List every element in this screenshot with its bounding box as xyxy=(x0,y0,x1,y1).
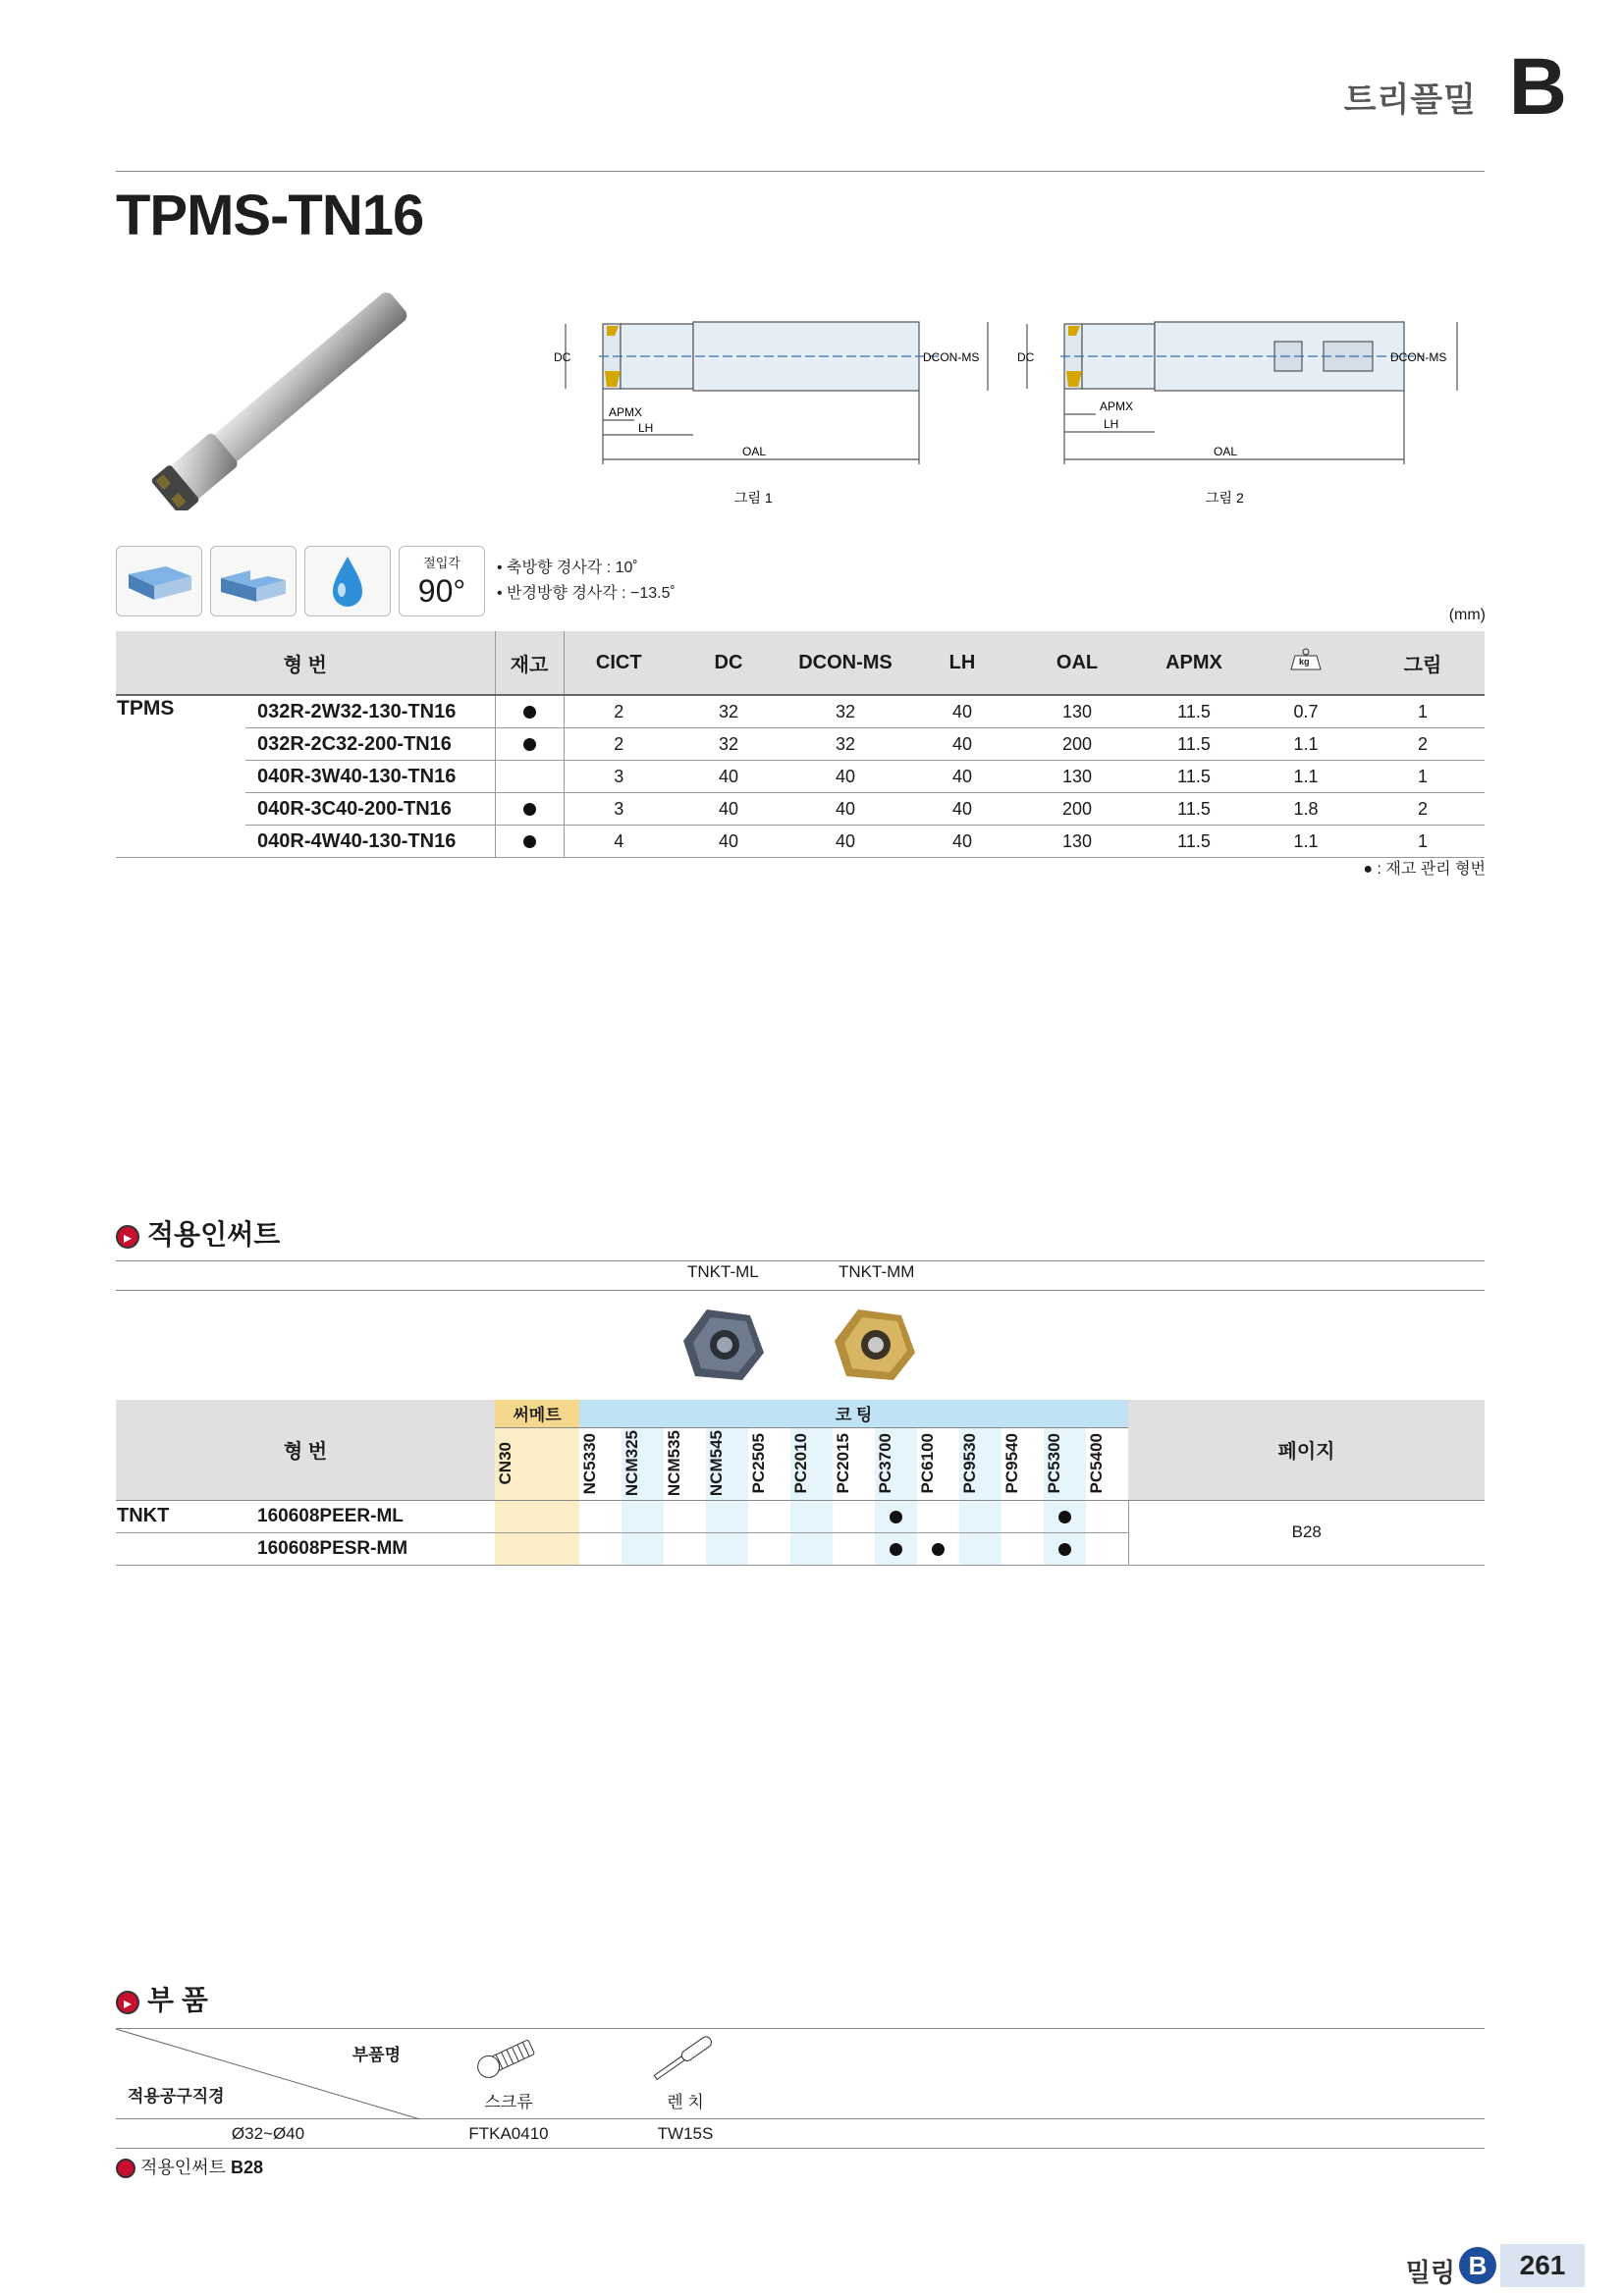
series-cell xyxy=(116,761,245,793)
insert-mm-image xyxy=(825,1302,923,1390)
arrow-bullet-icon: ▸ xyxy=(116,1991,139,2014)
insert-divider-mid xyxy=(116,1290,1485,1291)
table-row xyxy=(116,826,1485,858)
dc-cell: 40 xyxy=(674,793,784,826)
apmx-cell: 11.5 xyxy=(1137,761,1251,793)
table-row xyxy=(116,695,1485,728)
header-apmx: APMX xyxy=(1137,631,1251,695)
grade-cell xyxy=(833,1532,875,1565)
stock-cell xyxy=(495,728,564,761)
grade-header: PC6100 xyxy=(917,1427,959,1500)
insert-header-cermet: 써메트 xyxy=(495,1400,579,1427)
lh-cell: 40 xyxy=(907,761,1017,793)
grade-cell xyxy=(833,1500,875,1532)
screw-name: 스크류 xyxy=(484,2093,533,2111)
availability-dot-icon xyxy=(890,1543,902,1556)
grade-header: NCM535 xyxy=(664,1427,706,1500)
label-oal-2: OAL xyxy=(1214,445,1238,458)
product-table xyxy=(116,631,1485,858)
screw-cell xyxy=(420,2029,597,2119)
kg-cell: 0.7 xyxy=(1251,695,1361,728)
dcon-cell: 32 xyxy=(784,695,907,728)
stock-dot-icon xyxy=(523,803,536,816)
footer-chapter-badge: B xyxy=(1459,2247,1496,2284)
dc-cell: 32 xyxy=(674,728,784,761)
grade-header: PC9530 xyxy=(959,1427,1001,1500)
grade-cell xyxy=(748,1500,790,1532)
stock-legend: ● : 재고 관리 형번 xyxy=(1363,861,1486,878)
lead-angle-label: 절입각 xyxy=(423,556,460,570)
label-oal: OAL xyxy=(742,445,767,458)
grade-header: PC9540 xyxy=(1001,1427,1044,1500)
grade-cell xyxy=(1086,1532,1128,1565)
grade-cell xyxy=(1044,1500,1086,1532)
arrow-bullet-icon: ▸ xyxy=(116,1225,139,1249)
grade-cell xyxy=(875,1532,917,1565)
cict-cell: 3 xyxy=(564,793,674,826)
grade-cell xyxy=(1086,1500,1128,1532)
insert-ml-image xyxy=(674,1302,772,1390)
grade-cell xyxy=(875,1500,917,1532)
model-cell: 032R-2W32-130-TN16 xyxy=(245,695,495,728)
insert-table xyxy=(116,1400,1485,1566)
lh-cell: 40 xyxy=(907,793,1017,826)
stock-cell xyxy=(495,826,564,858)
insert-series-cell: TNKT xyxy=(116,1500,245,1532)
header-weight xyxy=(1251,631,1361,695)
lh-cell: 40 xyxy=(907,826,1017,858)
grade-cell xyxy=(1044,1532,1086,1565)
header-oal: OAL xyxy=(1017,631,1137,695)
grade-cell xyxy=(959,1532,1001,1565)
availability-dot-icon xyxy=(932,1543,945,1556)
dcon-cell: 40 xyxy=(784,826,907,858)
model-cell: 040R-4W40-130-TN16 xyxy=(245,826,495,858)
cict-cell: 4 xyxy=(564,826,674,858)
insert-section-title: ▸ 적용인써트 xyxy=(116,1213,280,1253)
kg-cell: 1.8 xyxy=(1251,793,1361,826)
availability-dot-icon xyxy=(890,1511,902,1523)
steel-block-icon xyxy=(116,546,202,616)
insert-page-ref[interactable]: B28 xyxy=(1128,1500,1485,1565)
apmx-cell: 11.5 xyxy=(1137,728,1251,761)
header-stock: 재고 xyxy=(495,631,564,695)
parts-corner-top: 부품명 xyxy=(352,2046,401,2064)
parts-corner-bottom: 적용공구직경 xyxy=(128,2087,225,2106)
drawing-figure-2 xyxy=(1017,312,1479,518)
parts-section-title: ▸ 부 품 xyxy=(116,1979,208,2018)
arrow-bullet-icon xyxy=(116,2159,135,2178)
lead-angle-box xyxy=(399,546,485,616)
grade-header: PC5300 xyxy=(1044,1427,1086,1500)
wrench-cell xyxy=(597,2029,774,2119)
availability-dot-icon xyxy=(1058,1543,1071,1556)
grade-header: PC5400 xyxy=(1086,1427,1128,1500)
stock-dot-icon xyxy=(523,706,536,719)
fig-cell: 1 xyxy=(1361,761,1485,793)
stock-dot-icon xyxy=(523,835,536,848)
fig-cell: 2 xyxy=(1361,793,1485,826)
fig-cell: 1 xyxy=(1361,695,1485,728)
grade-cell xyxy=(706,1500,748,1532)
grade-cell xyxy=(1001,1532,1044,1565)
header-lh: LH xyxy=(907,631,1017,695)
grade-cell xyxy=(622,1532,664,1565)
model-cell: 040R-3C40-200-TN16 xyxy=(245,793,495,826)
label-lh-2: LH xyxy=(1104,417,1119,431)
chapter-title: 트리플밀 xyxy=(1343,81,1477,119)
insert-model-cell: 160608PESR-MM xyxy=(245,1532,495,1565)
page-number: 261 xyxy=(1500,2244,1585,2287)
step-block-icon xyxy=(210,546,297,616)
cict-cell: 2 xyxy=(564,728,674,761)
oal-cell: 130 xyxy=(1017,826,1137,858)
grade-cell xyxy=(579,1500,622,1532)
weight-icon: kg xyxy=(1289,648,1323,671)
grade-cell xyxy=(622,1500,664,1532)
insert-header-page: 페이지 xyxy=(1128,1400,1485,1500)
grade-cell xyxy=(748,1532,790,1565)
unit-label: (mm) xyxy=(1448,607,1486,623)
wrench-code: TW15S xyxy=(597,2119,774,2149)
header-dcon: DCON-MS xyxy=(784,631,907,695)
tool-photo xyxy=(128,275,461,510)
figure-1-caption: 그림 1 xyxy=(734,490,773,506)
stock-cell xyxy=(495,695,564,728)
header-divider xyxy=(116,171,1485,172)
insert-name-mm: TNKT-MM xyxy=(839,1262,915,1281)
grade-cell xyxy=(1001,1500,1044,1532)
drawing-figure-1 xyxy=(546,312,1007,518)
kg-cell: 1.1 xyxy=(1251,728,1361,761)
stock-cell xyxy=(495,761,564,793)
grade-cell xyxy=(579,1532,622,1565)
coolant-drop-icon xyxy=(304,546,391,616)
grade-cell xyxy=(664,1532,706,1565)
lh-cell: 40 xyxy=(907,695,1017,728)
cict-cell: 2 xyxy=(564,695,674,728)
grade-cell xyxy=(917,1500,959,1532)
grade-cell xyxy=(495,1500,579,1532)
axial-rake-note: • 축방향 경사각 : 10˚ xyxy=(497,560,638,576)
stock-dot-icon xyxy=(523,738,536,751)
grade-header: PC2015 xyxy=(833,1427,875,1500)
series-cell xyxy=(116,793,245,826)
model-cell: 040R-3W40-130-TN16 xyxy=(245,761,495,793)
parts-note-page[interactable]: B28 xyxy=(230,2158,264,2177)
series-cell: TPMS xyxy=(117,697,175,720)
label-dcon-2: DCON-MS xyxy=(1390,350,1447,364)
cict-cell: 3 xyxy=(564,761,674,793)
grade-cell xyxy=(917,1532,959,1565)
rake-angle-notes xyxy=(497,556,676,607)
grade-header: PC2010 xyxy=(790,1427,833,1500)
fig-cell: 2 xyxy=(1361,728,1485,761)
screw-icon xyxy=(469,2034,548,2083)
radial-rake-note: • 반경방향 경사각 : −13.5˚ xyxy=(497,585,676,602)
label-apmx: APMX xyxy=(609,405,643,419)
apmx-cell: 11.5 xyxy=(1137,695,1251,728)
dcon-cell: 40 xyxy=(784,761,907,793)
parts-table xyxy=(116,2028,1485,2149)
oal-cell: 130 xyxy=(1017,761,1137,793)
parts-diameter: Ø32~Ø40 xyxy=(116,2119,420,2149)
table-row xyxy=(116,1500,1485,1532)
insert-divider-top xyxy=(116,1260,1485,1261)
label-apmx-2: APMX xyxy=(1100,400,1134,413)
grade-header: NCM545 xyxy=(706,1427,748,1500)
fig-cell: 1 xyxy=(1361,826,1485,858)
stock-cell xyxy=(495,793,564,826)
wrench-name: 렌 치 xyxy=(667,2093,704,2111)
dc-cell: 40 xyxy=(674,826,784,858)
header-cict: CICT xyxy=(564,631,674,695)
product-title: TPMS-TN16 xyxy=(116,184,424,247)
insert-header-coating: 코 팅 xyxy=(579,1400,1128,1427)
header-model: 형 번 xyxy=(116,631,495,695)
oal-cell: 130 xyxy=(1017,695,1137,728)
oal-cell: 200 xyxy=(1017,793,1137,826)
wrench-icon xyxy=(646,2034,725,2083)
grade-cell xyxy=(959,1500,1001,1532)
dcon-cell: 32 xyxy=(784,728,907,761)
dc-cell: 32 xyxy=(674,695,784,728)
kg-cell: 1.1 xyxy=(1251,761,1361,793)
label-dc-2: DC xyxy=(1017,350,1035,364)
insert-model-cell: 160608PEER-ML xyxy=(245,1500,495,1532)
table-row xyxy=(116,793,1485,826)
table-row xyxy=(116,761,1485,793)
parts-insert-note xyxy=(116,2154,263,2179)
grade-header: CN30 xyxy=(495,1427,579,1500)
grade-header: NCM325 xyxy=(622,1427,664,1500)
table-row xyxy=(116,728,1485,761)
insert-header-model: 형 번 xyxy=(116,1400,495,1500)
chapter-letter: B xyxy=(1508,42,1567,132)
grade-header: PC2505 xyxy=(748,1427,790,1500)
insert-name-ml: TNKT-ML xyxy=(687,1262,759,1281)
model-cell: 032R-2C32-200-TN16 xyxy=(245,728,495,761)
grade-header: NC5330 xyxy=(579,1427,622,1500)
lh-cell: 40 xyxy=(907,728,1017,761)
label-dcon: DCON-MS xyxy=(923,350,980,364)
availability-dot-icon xyxy=(1058,1511,1071,1523)
insert-series-cell xyxy=(116,1532,245,1565)
grade-cell xyxy=(706,1532,748,1565)
header-dc: DC xyxy=(674,631,784,695)
dc-cell: 40 xyxy=(674,761,784,793)
grade-header: PC3700 xyxy=(875,1427,917,1500)
series-cell xyxy=(116,826,245,858)
lead-angle-value: 90° xyxy=(417,573,466,609)
footer-section-label: 밀링 xyxy=(1405,2258,1455,2287)
oal-cell: 200 xyxy=(1017,728,1137,761)
apmx-cell: 11.5 xyxy=(1137,826,1251,858)
grade-cell xyxy=(790,1500,833,1532)
series-cell xyxy=(116,728,245,761)
header-figure: 그림 xyxy=(1361,631,1485,695)
figure-2-caption: 그림 2 xyxy=(1206,490,1244,506)
grade-cell xyxy=(790,1532,833,1565)
parts-note-label: 적용인써트 xyxy=(140,2158,226,2177)
parts-corner-cell xyxy=(116,2029,420,2119)
label-lh: LH xyxy=(638,421,654,435)
apmx-cell: 11.5 xyxy=(1137,793,1251,826)
dcon-cell: 40 xyxy=(784,793,907,826)
screw-code: FTKA0410 xyxy=(420,2119,597,2149)
kg-cell: 1.1 xyxy=(1251,826,1361,858)
grade-cell xyxy=(495,1532,579,1565)
grade-cell xyxy=(664,1500,706,1532)
label-dc: DC xyxy=(554,350,571,364)
